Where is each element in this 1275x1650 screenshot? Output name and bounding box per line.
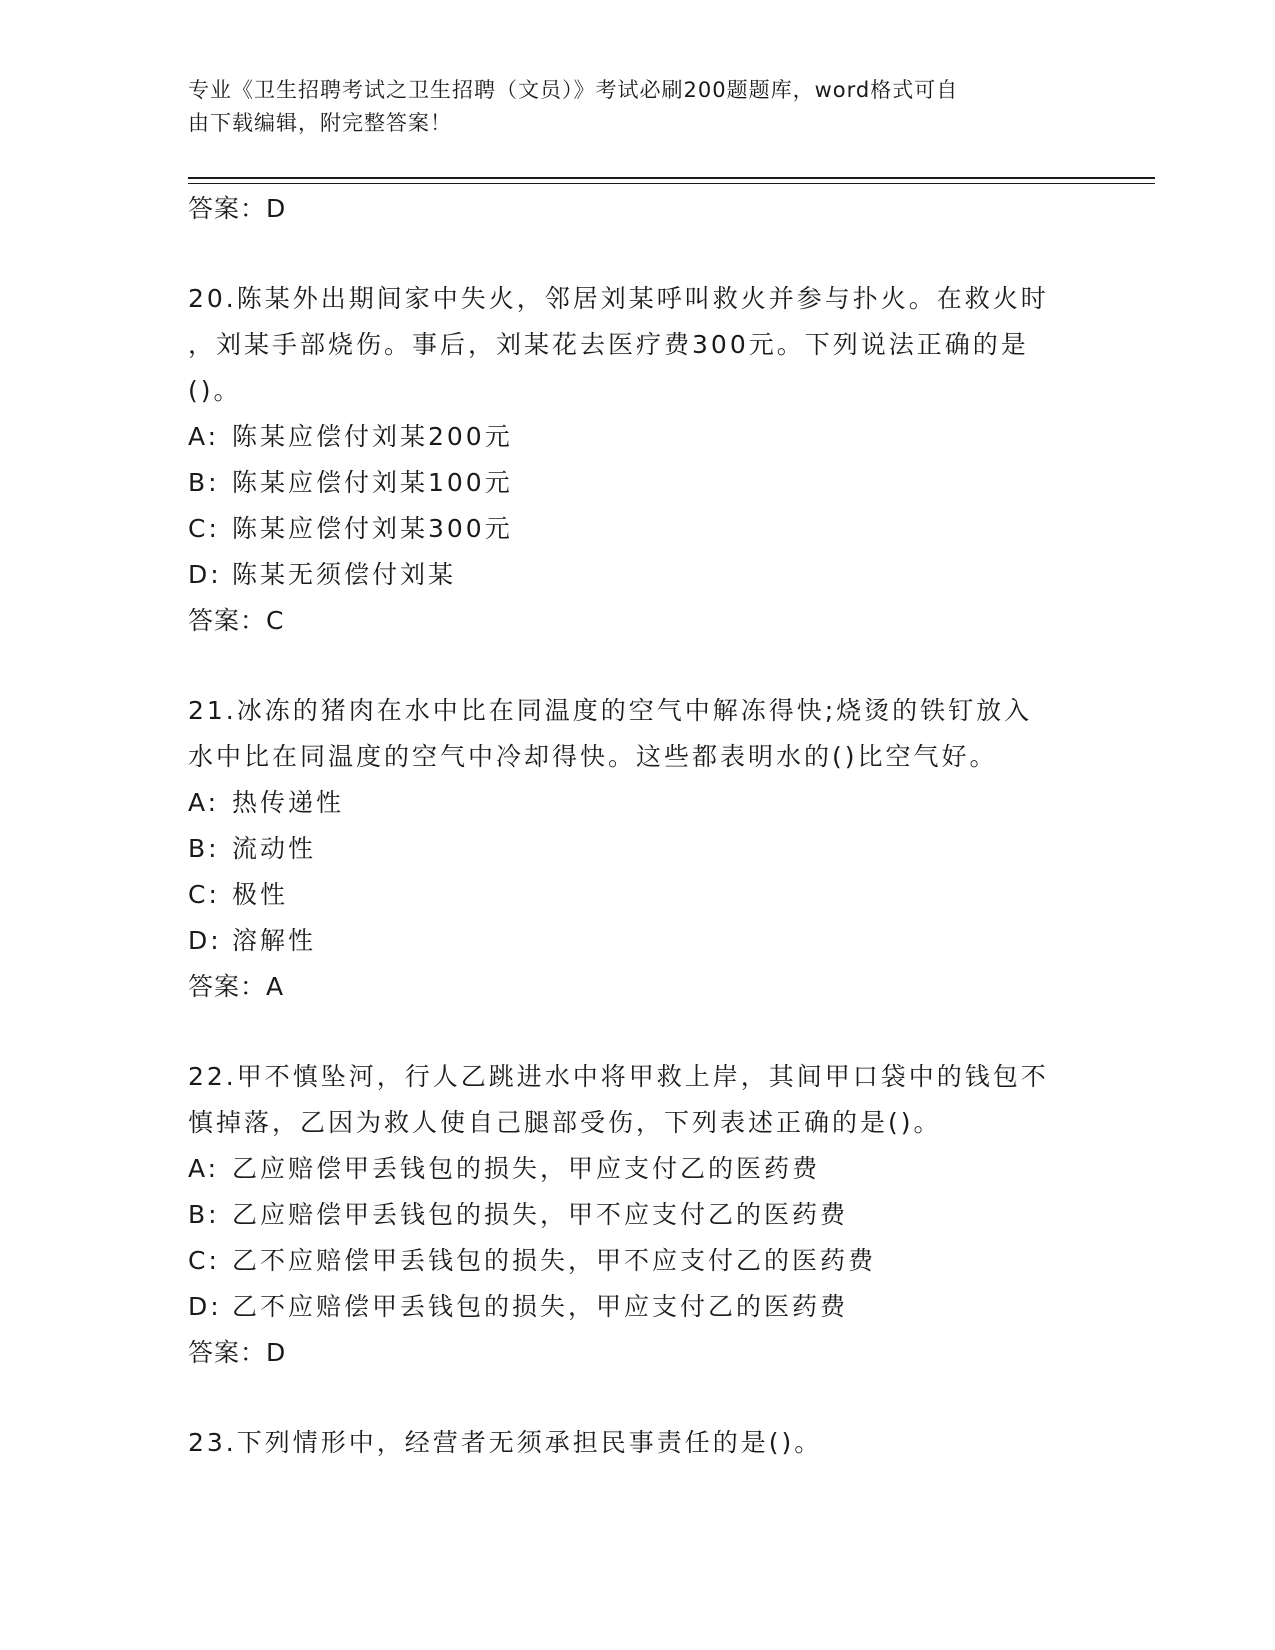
option-key: C: <box>188 880 220 909</box>
option-text: 乙应赔偿甲丢钱包的损失，甲应支付乙的医药费 <box>232 1154 821 1183</box>
answer-label: 答案：A <box>188 972 285 1001</box>
option-d <box>188 552 1148 598</box>
option-c <box>188 872 1148 918</box>
option-d <box>188 918 1148 964</box>
option-text: 陈某应偿付刘某100元 <box>232 468 513 497</box>
option-key: A: <box>188 788 220 817</box>
header-line-1: 专业《卫生招聘考试之卫生招聘（文员）》考试必刷200题题库，word格式可自 <box>188 78 959 102</box>
question-text-line: 20.陈某外出期间家中失火，邻居刘某呼叫救火并参与扑火。在救火时 <box>188 284 1049 313</box>
answer-label: 答案：D <box>188 1338 287 1367</box>
option-key: D: <box>188 926 222 955</box>
option-key: B: <box>188 468 220 497</box>
option-c <box>188 1238 1148 1284</box>
question-23 <box>188 1420 1148 1466</box>
option-key: A: <box>188 1154 220 1183</box>
question-text-line: 水中比在同温度的空气中冷却得快。这些都表明水的()比空气好。 <box>188 742 998 771</box>
option-text: 热传递性 <box>232 788 345 817</box>
header-rule-thick <box>188 177 1155 179</box>
option-key: B: <box>188 834 220 863</box>
option-key: D: <box>188 560 222 589</box>
option-text: 陈某应偿付刘某200元 <box>232 422 513 451</box>
option-key: C: <box>188 514 220 543</box>
option-b <box>188 460 1148 506</box>
option-text: 乙应赔偿甲丢钱包的损失，甲不应支付乙的医药费 <box>232 1200 849 1229</box>
option-text: 乙不应赔偿甲丢钱包的损失，甲应支付乙的医药费 <box>232 1292 849 1321</box>
option-text: 乙不应赔偿甲丢钱包的损失，甲不应支付乙的医药费 <box>232 1246 877 1275</box>
page-header <box>188 74 1088 140</box>
option-key: D: <box>188 1292 222 1321</box>
answer-label: 答案：D <box>188 194 287 223</box>
question-text-line: 慎掉落，乙因为救人使自己腿部受伤，下列表述正确的是()。 <box>188 1108 942 1137</box>
question-list <box>188 186 1148 1466</box>
option-key: C: <box>188 1246 220 1275</box>
option-text: 流动性 <box>232 834 317 863</box>
option-key: A: <box>188 422 220 451</box>
option-a <box>188 1146 1148 1192</box>
option-b <box>188 826 1148 872</box>
question-text-line: ，刘某手部烧伤。事后，刘某花去医疗费300元。下列说法正确的是 <box>188 330 1029 359</box>
header-rule-thin <box>188 183 1155 184</box>
answer-label: 答案：C <box>188 606 285 635</box>
option-text: 陈某应偿付刘某300元 <box>232 514 513 543</box>
option-c <box>188 506 1148 552</box>
header-line-2: 由下载编辑，附完整答案！ <box>188 111 452 135</box>
question-text-line: 22.甲不慎坠河，行人乙跳进水中将甲救上岸，其间甲口袋中的钱包不 <box>188 1062 1049 1091</box>
option-d <box>188 1284 1148 1330</box>
question-text-line: 23.下列情形中，经营者无须承担民事责任的是()。 <box>188 1428 823 1457</box>
option-key: B: <box>188 1200 220 1229</box>
question-21 <box>188 688 1148 1009</box>
option-text: 溶解性 <box>232 926 317 955</box>
option-text: 陈某无须偿付刘某 <box>232 560 457 589</box>
question-text-line: ()。 <box>188 376 242 405</box>
option-a <box>188 780 1148 826</box>
option-a <box>188 414 1148 460</box>
option-b <box>188 1192 1148 1238</box>
option-text: 极性 <box>232 880 289 909</box>
question-text-line: 21.冰冻的猪肉在水中比在同温度的空气中解冻得快;烧烫的铁钉放入 <box>188 696 1033 725</box>
question-22 <box>188 1054 1148 1375</box>
question-20 <box>188 276 1148 643</box>
